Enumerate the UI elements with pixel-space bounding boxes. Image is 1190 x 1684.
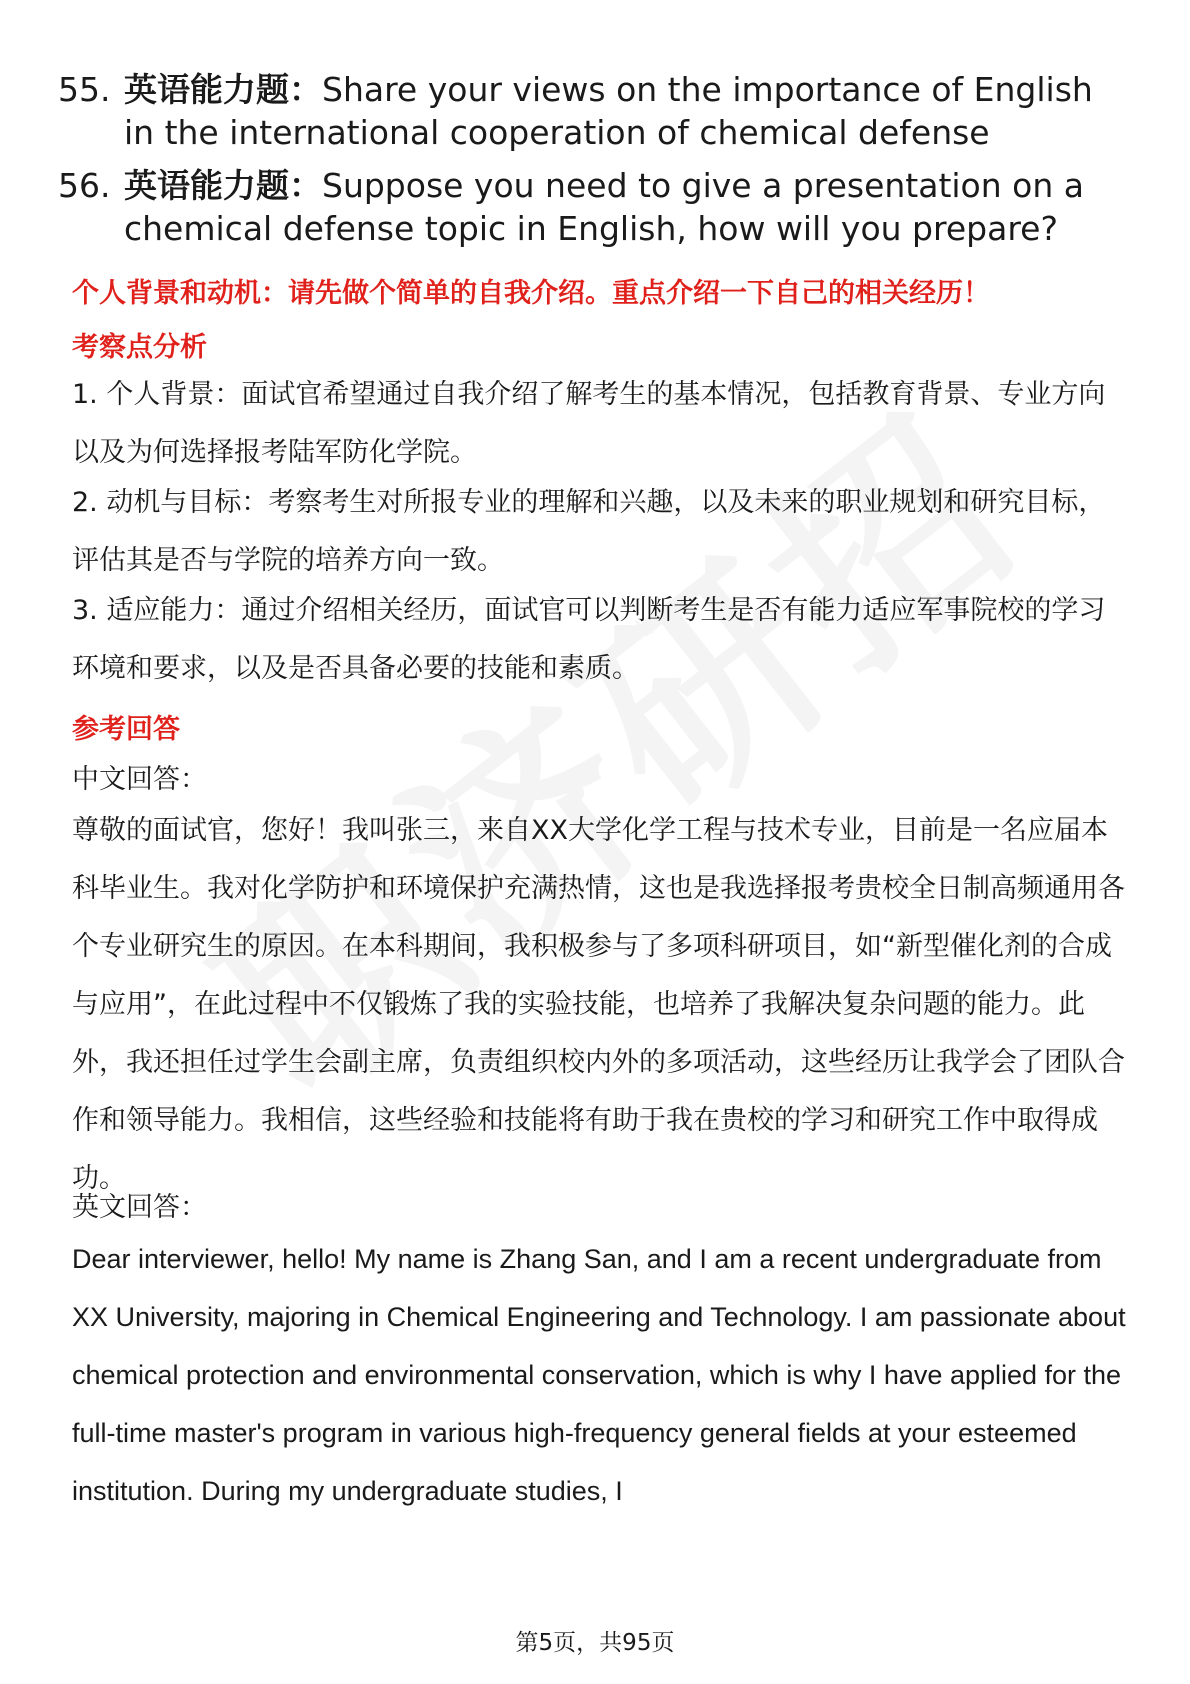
chinese-answer-text: 尊敬的面试官，您好！我叫张三，来自XX大学化学工程与技术专业，目前是一名应届本科毕业生。我对化学防护和环境保护充满热情，这也是我选择报考贵校全日制高频通用各个专业研究生的原因。在本科期间，我积极参与了多项科研项目，如“新型催化剂的合成与应用”，在此过程中不仅锻炼了我的实验技能，也培养了我解决复杂问题的能力。此外，我还担任过学生会副主席，负责组织校内外的多项活动，这些经历让我学会了团队合作和领导能力。我相信，这些经验和技能将有助于我在贵校的学习和研究工作中取得成功。 <box>72 815 1125 1194</box>
question-56 <box>58 164 1118 250</box>
question-prefix: 英语能力题： <box>124 166 322 205</box>
reference-title: 参考回答 <box>72 714 180 745</box>
analysis-point-1: 1. 个人背景：面试官希望通过自我介绍了解考生的基本情况，包括教育背景、专业方向以及为何选择报考陆军防化学院。 <box>72 379 1106 468</box>
analysis-point-3: 3. 适应能力：通过介绍相关经历，面试官可以判断考生是否有能力适应军事院校的学习环境和要求，以及是否具备必要的技能和素质。 <box>72 595 1106 684</box>
analysis-title: 考察点分析 <box>72 332 207 363</box>
english-answer-label: 英文回答： <box>72 1192 207 1223</box>
question-body <box>124 68 1118 154</box>
chinese-answer-label: 中文回答： <box>72 764 207 795</box>
question-prefix: 英语能力题： <box>124 70 322 109</box>
question-55 <box>58 68 1118 154</box>
section-heading: 个人背景和动机：请先做个简单的自我介绍。重点介绍一下自己的相关经历！ <box>72 278 990 309</box>
analysis-point-2: 2. 动机与目标：考察考生对所报专业的理解和兴趣，以及未来的职业规划和研究目标，评估其是否与学院的培养方向一致。 <box>72 487 1106 576</box>
english-answer-text: Dear interviewer, hello! My name is Zhang San, and I am a recent undergraduate from XX University, majoring in Chemical Engineering and Technology. I am passionate about chemical protection and environmental conservation, which is why I have applied for the full-time master's program in various high-frequency general fields at your esteemed institution. During my undergraduate studies, I <box>72 1244 1126 1506</box>
question-body <box>124 164 1118 250</box>
question-number: 56. <box>58 166 111 205</box>
page-footer: 第5页，共95页 <box>515 1630 675 1656</box>
question-text: Suppose you need to give a presentation on a chemical defense topic in English, how will you prepare? <box>124 166 1084 248</box>
question-number: 55. <box>58 70 111 109</box>
question-text: Share your views on the importance of English in the international cooperation of chemical defense <box>124 70 1093 152</box>
